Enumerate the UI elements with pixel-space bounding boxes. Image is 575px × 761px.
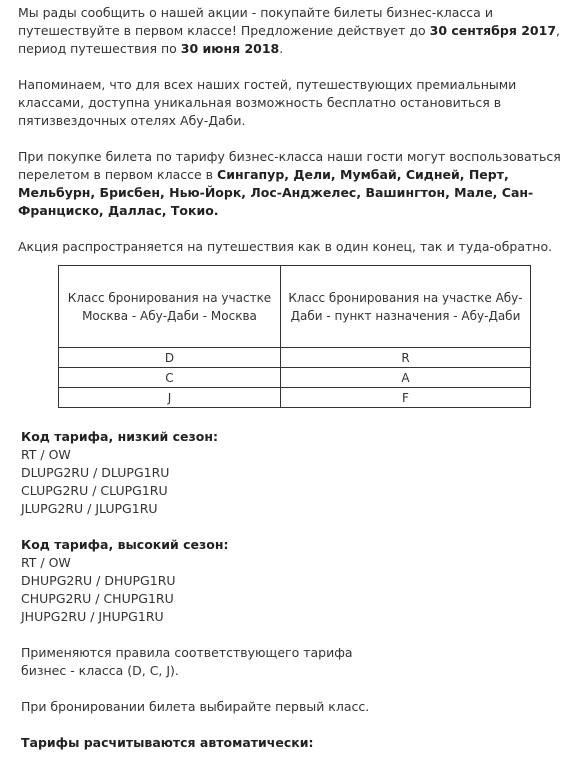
fare-code-line: CHUPG2RU / CHUPG1RU — [21, 591, 174, 606]
booking-class-table — [58, 265, 531, 408]
reminder-paragraph: Напоминаем, что для всех наших гостей, путешествующих премиальными классами, доступна уникальная возможность бесплатно остановиться в пятизвездочных отелях Абу-Даби. — [18, 77, 517, 128]
scope-paragraph: Акция распространяется на путешествия как в один конец, так и туда-обратно. — [18, 239, 553, 254]
table-cell: J — [59, 388, 281, 408]
fare-code-line: DLUPG2RU / DLUPG1RU — [21, 465, 170, 480]
header-moscow-segment: Класс бронирования на участке Москва - Абу-Даби - Москва — [59, 266, 281, 348]
table-row — [59, 368, 531, 388]
low-season-section — [21, 428, 561, 752]
intro-text-1: Мы рады сообщить о нашей акции - покупайте билеты бизнес-класса и путешествуйте в первом классе! Предложение действует до — [18, 5, 493, 38]
intro-paragraph — [18, 4, 561, 58]
destination-cities: Сингапур, Дели, Мумбай, Сидней, Перт, Мельбурн, Брисбен, Нью-Йорк, Лос-Анджелес, Вашингтон, Мале, Сан-Франциско, Даллас, Токио. — [18, 167, 534, 218]
intro-text-3: . — [279, 41, 284, 56]
fare-code-line: RT / OW — [21, 555, 71, 570]
header-abudhabi-segment: Класс бронирования на участке Абу-Даби - пункт назначения - Абу-Даби — [281, 266, 531, 348]
table-header-row — [59, 266, 531, 348]
table-cell: A — [281, 368, 531, 388]
rules-note: Применяются правила соответствующего тарифа бизнес - класса (D, C, J). — [21, 645, 353, 678]
intro-text-2: , период путешествия по — [18, 23, 561, 56]
table-cell: C — [59, 368, 281, 388]
travel-end-date: 30 июня 2018 — [180, 41, 280, 56]
table-row — [59, 388, 531, 408]
table-row — [59, 348, 531, 368]
fare-code-line: JHUPG2RU / JHUPG1RU — [21, 609, 164, 624]
fare-code-line: DHUPG2RU / DHUPG1RU — [21, 573, 176, 588]
fare-code-line: JLUPG2RU / JLUPG1RU — [21, 501, 158, 516]
low-season-title: Код тарифа, низкий сезон: — [21, 429, 218, 444]
booking-note: При бронировании билета выбирайте первый класс. — [21, 699, 370, 714]
first-class-prefix: При покупке билета по тарифу бизнес-класса наши гости могут воспользоваться перелетом в первом классе в — [18, 149, 561, 182]
first-class-paragraph — [18, 148, 561, 220]
offer-end-date: 30 сентября 2017 — [429, 23, 557, 38]
table-cell: D — [59, 348, 281, 368]
fare-code-line: CLUPG2RU / CLUPG1RU — [21, 483, 168, 498]
auto-calc-note: Тарифы расчитываются автоматически: — [21, 735, 314, 750]
high-season-title: Код тарифа, высокий сезон: — [21, 537, 229, 552]
table-cell: F — [281, 388, 531, 408]
table-cell: R — [281, 348, 531, 368]
fare-code-line: RT / OW — [21, 447, 71, 462]
